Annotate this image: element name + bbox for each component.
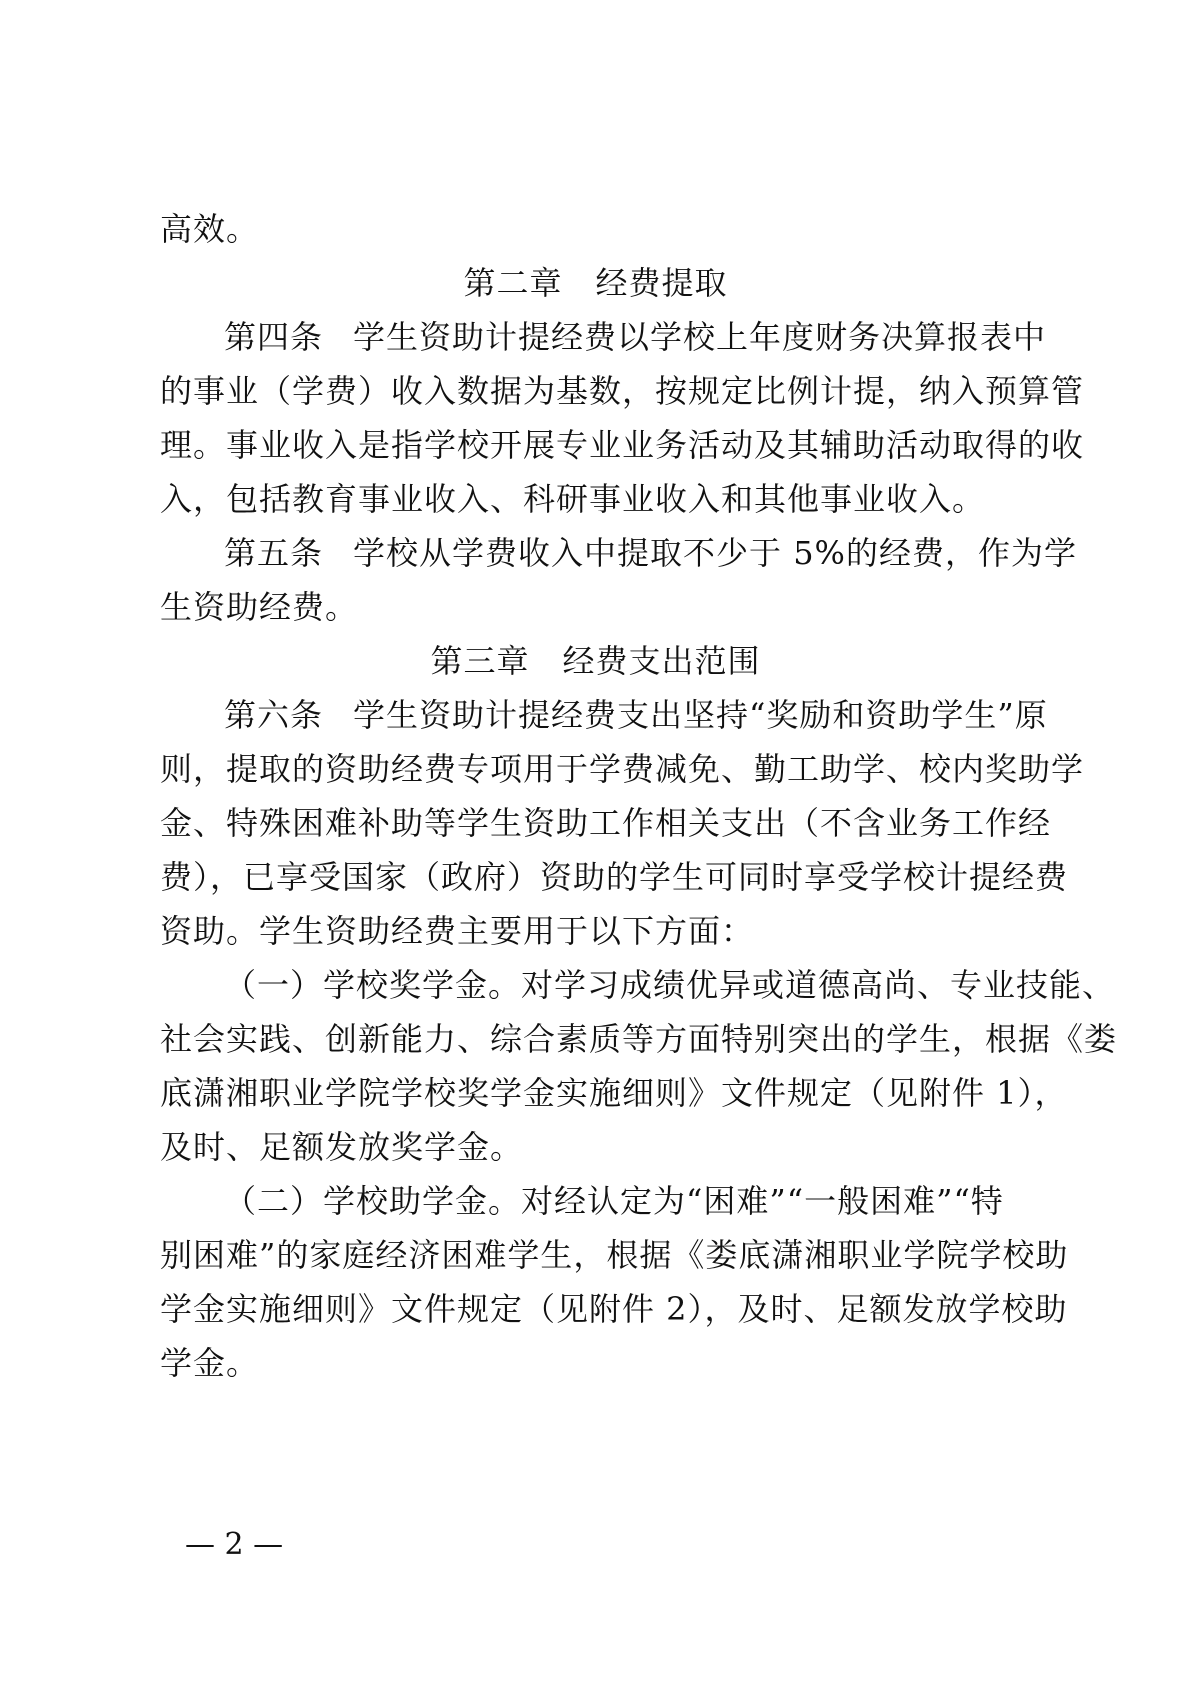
paragraph-line: 社会实践、创新能力、综合素质等方面特别突出的学生，根据《娄 [160,1020,1118,1058]
paragraph-line: 底潇湘职业学院学校奖学金实施细则》文件规定（见附件 1）， [160,1074,1068,1112]
article-label: 第六条 [224,696,324,734]
paragraph-line: 则，提取的资助经费专项用于学费减免、勤工助学、校内奖助学 [160,750,1085,788]
paragraph-line: 及时、足额发放奖学金。 [160,1128,524,1166]
article-text: 学生资助计提经费支出坚持“奖励和资助学生”原 [353,696,1048,734]
paragraph-line: 生资助经费。 [160,588,359,626]
chapter-heading: 第二章 经费提取 [463,264,728,302]
article-label: 第五条 [224,534,324,572]
paragraph-line: 高效。 [160,210,260,248]
paragraph-line: 资助。学生资助经费主要用于以下方面： [160,912,755,950]
chapter-heading: 第三章 经费支出范围 [430,642,761,680]
article-6-first-line [224,691,1048,739]
article-text: 学校从学费收入中提取不少于 5%的经费，作为学 [353,534,1077,572]
paragraph-line: （二）学校助学金。对经认定为“困难”“一般困难”“特 [224,1182,1004,1220]
paragraph-line: 学金实施细则》文件规定（见附件 2），及时、足额发放学校助 [160,1290,1068,1328]
paragraph-line: 学金。 [160,1344,260,1382]
paragraph-line: 的事业（学费）收入数据为基数，按规定比例计提，纳入预算管 [160,372,1085,410]
article-label: 第四条 [224,318,324,356]
paragraph-line: （一）学校奖学金。对学习成绩优异或道德高尚、专业技能、 [224,966,1116,1004]
paragraph-line: 入，包括教育事业收入、科研事业收入和其他事业收入。 [160,480,986,518]
paragraph-line: 理。事业收入是指学校开展专业业务活动及其辅助活动取得的收 [160,426,1085,464]
page-number: — 2 — [185,1527,284,1562]
article-4-first-line [224,313,1047,361]
paragraph-line: 金、特殊困难补助等学生资助工作相关支出（不含业务工作经 [160,804,1052,842]
article-5-first-line [224,529,1077,577]
paragraph-line: 费），已享受国家（政府）资助的学生可同时享受学校计提经费 [160,858,1069,896]
article-text: 学生资助计提经费以学校上年度财务决算报表中 [353,318,1047,356]
paragraph-line: 别困难”的家庭经济困难学生，根据《娄底潇湘职业学院学校助 [160,1236,1069,1274]
